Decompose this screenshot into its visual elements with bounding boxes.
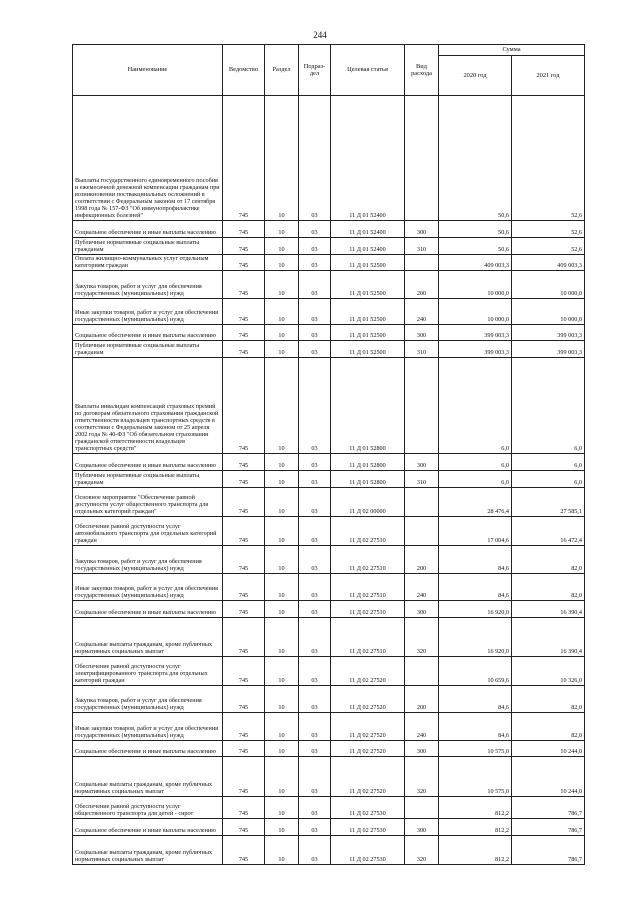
row-razdel: 10 [265,255,299,271]
row-expense-type: 200 [405,271,439,299]
row-razdel: 10 [265,517,299,546]
row-sum-2021: 786,7 [512,836,585,865]
row-sum-2021: 52,6 [512,238,585,255]
row-target-article: 11 Д 02 27530 [331,797,405,819]
row-sum-2020: 10 000,0 [439,299,512,325]
row-razdel: 10 [265,836,299,865]
header-name: Наименование [73,45,223,96]
row-name: Социальные выплаты гражданам, кроме публичных нормативных социальных выплат [73,757,223,797]
row-expense-type: 320 [405,836,439,865]
row-expense-type: 240 [405,574,439,601]
row-name: Социальное обеспечение и иные выплаты населению [73,819,223,836]
row-podrazdel: 03 [299,657,331,686]
row-podrazdel: 03 [299,797,331,819]
row-podrazdel: 03 [299,255,331,271]
row-sum-2020: 28 476,4 [439,488,512,517]
row-target-article: 11 Д 01 52500 [331,299,405,325]
row-target-article: 11 Д 01 52500 [331,271,405,299]
row-sum-2021: 6,0 [512,358,585,454]
row-razdel: 10 [265,601,299,618]
row-expense-type: 320 [405,618,439,657]
row-vedomstvo: 745 [223,221,265,238]
row-target-article: 11 Д 02 27510 [331,517,405,546]
table-row [73,618,585,657]
row-name: Социальное обеспечение и иные выплаты населению [73,601,223,618]
row-razdel: 10 [265,741,299,757]
row-podrazdel: 03 [299,341,331,358]
row-razdel: 10 [265,96,299,221]
row-vedomstvo: 745 [223,488,265,517]
row-vedomstvo: 745 [223,657,265,686]
table-row [73,488,585,517]
row-sum-2021: 16 390,4 [512,618,585,657]
row-sum-2020: 10 575,0 [439,741,512,757]
table-row [73,454,585,471]
row-expense-type: 200 [405,546,439,574]
row-sum-2021: 82,0 [512,574,585,601]
row-sum-2020: 812,2 [439,819,512,836]
row-sum-2021: 409 003,3 [512,255,585,271]
row-razdel: 10 [265,797,299,819]
table-row [73,325,585,341]
row-razdel: 10 [265,819,299,836]
table-row [73,255,585,271]
header-year-2020: 2020 год [439,56,512,96]
row-name: Обеспечение равной доступности услуг общественного транспорта для детей - сирот [73,797,223,819]
row-target-article: 11 Д 01 52400 [331,96,405,221]
row-sum-2020: 17 004,6 [439,517,512,546]
row-razdel: 10 [265,757,299,797]
row-name: Обеспечение равной доступности услуг автомобильного транспорта для отдельных категорий граждан [73,517,223,546]
row-sum-2020: 10 659,6 [439,657,512,686]
row-expense-type: 300 [405,601,439,618]
row-razdel: 10 [265,238,299,255]
table-row [73,358,585,454]
row-target-article: 11 Д 01 52800 [331,454,405,471]
row-name: Закупка товаров, работ и услуг для обеспечения государственных (муниципальных) нужд [73,271,223,299]
row-vedomstvo: 745 [223,686,265,713]
row-vedomstvo: 745 [223,358,265,454]
row-target-article: 11 Д 01 52400 [331,221,405,238]
row-sum-2021: 786,7 [512,819,585,836]
row-sum-2021: 52,6 [512,96,585,221]
row-razdel: 10 [265,325,299,341]
row-expense-type [405,517,439,546]
row-expense-type [405,797,439,819]
row-sum-2021: 16 390,4 [512,601,585,618]
budget-table [72,44,585,865]
row-sum-2020: 50,6 [439,221,512,238]
row-vedomstvo: 745 [223,299,265,325]
table-row [73,299,585,325]
table-row [73,471,585,488]
row-sum-2020: 16 920,0 [439,601,512,618]
row-sum-2021: 27 585,1 [512,488,585,517]
row-expense-type: 310 [405,471,439,488]
row-target-article: 11 Д 02 27520 [331,713,405,741]
row-target-article: 11 Д 02 27520 [331,757,405,797]
table-row [73,574,585,601]
row-sum-2020: 50,6 [439,238,512,255]
row-target-article: 11 Д 02 27520 [331,657,405,686]
row-sum-2021: 82,0 [512,686,585,713]
row-sum-2021: 10 000,0 [512,299,585,325]
row-vedomstvo: 745 [223,546,265,574]
row-podrazdel: 03 [299,299,331,325]
row-podrazdel: 03 [299,238,331,255]
row-podrazdel: 03 [299,471,331,488]
row-expense-type [405,657,439,686]
row-sum-2021: 10 000,0 [512,271,585,299]
row-target-article: 11 Д 01 52800 [331,358,405,454]
row-expense-type: 320 [405,757,439,797]
row-target-article: 11 Д 02 27510 [331,546,405,574]
row-vedomstvo: 745 [223,618,265,657]
row-vedomstvo: 745 [223,819,265,836]
table-row [73,741,585,757]
row-vedomstvo: 745 [223,325,265,341]
page-number: 244 [313,30,327,40]
row-name: Иные закупки товаров, работ и услуг для обеспечения государственных (муниципальных) нужд [73,299,223,325]
row-sum-2021: 10 326,0 [512,657,585,686]
row-vedomstvo: 745 [223,601,265,618]
table-body [73,96,585,865]
row-vedomstvo: 745 [223,471,265,488]
row-vedomstvo: 745 [223,574,265,601]
row-razdel: 10 [265,271,299,299]
table-row [73,238,585,255]
row-sum-2021: 6,0 [512,454,585,471]
row-expense-type: 300 [405,325,439,341]
row-podrazdel: 03 [299,574,331,601]
table-row [73,836,585,865]
row-podrazdel: 03 [299,757,331,797]
table-row [73,686,585,713]
table-row [73,517,585,546]
table-row [73,221,585,238]
row-name: Закупка товаров, работ и услуг для обеспечения государственных (муниципальных) нужд [73,686,223,713]
row-expense-type: 300 [405,819,439,836]
row-sum-2020: 84,6 [439,546,512,574]
row-podrazdel: 03 [299,713,331,741]
row-sum-2020: 6,0 [439,358,512,454]
row-expense-type [405,358,439,454]
table-row [73,546,585,574]
row-razdel: 10 [265,454,299,471]
row-sum-2020: 84,6 [439,574,512,601]
row-razdel: 10 [265,713,299,741]
row-vedomstvo: 745 [223,836,265,865]
row-expense-type: 200 [405,686,439,713]
header-sum: Сумма [439,45,585,56]
row-name: Социальное обеспечение и иные выплаты населению [73,325,223,341]
row-name: Иные закупки товаров, работ и услуг для обеспечения государственных (муниципальных) нужд [73,574,223,601]
row-expense-type [405,96,439,221]
table-row [73,797,585,819]
row-expense-type: 300 [405,221,439,238]
row-sum-2021: 399 003,3 [512,341,585,358]
row-sum-2020: 50,6 [439,96,512,221]
row-target-article: 11 Д 01 52400 [331,238,405,255]
row-podrazdel: 03 [299,271,331,299]
row-name: Основное мероприятие "Обеспечение равной доступности услуг общественного транспорта для отдельных категорий граждан" [73,488,223,517]
row-podrazdel: 03 [299,601,331,618]
row-name: Выплаты инвалидам компенсаций страховых премий по договорам обязательного страхования гражданской ответственности владельцев транспортных средств в соответствии с Федеральным законом от 25 апреля 2002 года № 40-ФЗ "Об обязательном страховании гражданской ответственности владельцев транспортных средств" [73,358,223,454]
row-podrazdel: 03 [299,836,331,865]
row-name: Иные закупки товаров, работ и услуг для обеспечения государственных (муниципальных) нужд [73,713,223,741]
row-razdel: 10 [265,618,299,657]
row-vedomstvo: 745 [223,797,265,819]
table-row [73,601,585,618]
row-name: Закупка товаров, работ и услуг для обеспечения государственных (муниципальных) нужд [73,546,223,574]
row-razdel: 10 [265,221,299,238]
row-vedomstvo: 745 [223,238,265,255]
row-expense-type [405,488,439,517]
row-sum-2021: 82,0 [512,546,585,574]
row-podrazdel: 03 [299,686,331,713]
row-expense-type: 310 [405,238,439,255]
row-name: Социальные выплаты гражданам, кроме публичных нормативных социальных выплат [73,618,223,657]
row-name: Социальное обеспечение и иные выплаты населению [73,454,223,471]
row-name: Публичные нормативные социальные выплаты гражданам [73,471,223,488]
row-target-article: 11 Д 01 52500 [331,325,405,341]
table-row [73,819,585,836]
row-vedomstvo: 745 [223,713,265,741]
row-vedomstvo: 745 [223,757,265,797]
row-expense-type: 240 [405,713,439,741]
row-sum-2020: 812,2 [439,797,512,819]
row-razdel: 10 [265,341,299,358]
row-sum-2021: 6,0 [512,471,585,488]
row-name: Обеспечение равной доступности услуг электрифицированного транспорта для отдельных категорий граждан [73,657,223,686]
table-row [73,271,585,299]
row-vedomstvo: 745 [223,341,265,358]
row-razdel: 10 [265,574,299,601]
row-vedomstvo: 745 [223,255,265,271]
table-row [73,341,585,358]
row-name: Социальные выплаты гражданам, кроме публичных нормативных социальных выплат [73,836,223,865]
row-podrazdel: 03 [299,454,331,471]
row-name: Публичные нормативные социальные выплаты гражданам [73,238,223,255]
row-sum-2020: 399 003,3 [439,325,512,341]
row-vedomstvo: 745 [223,517,265,546]
row-sum-2020: 409 003,3 [439,255,512,271]
row-vedomstvo: 745 [223,271,265,299]
row-podrazdel: 03 [299,96,331,221]
row-sum-2021: 82,0 [512,713,585,741]
row-razdel: 10 [265,471,299,488]
row-target-article: 11 Д 02 00000 [331,488,405,517]
row-podrazdel: 03 [299,546,331,574]
row-target-article: 11 Д 02 27510 [331,574,405,601]
row-sum-2021: 10 244,0 [512,741,585,757]
row-podrazdel: 03 [299,358,331,454]
row-expense-type: 300 [405,741,439,757]
table-row [73,96,585,221]
header-target-article: Целевая статья [331,45,405,96]
row-sum-2020: 84,6 [439,713,512,741]
row-vedomstvo: 745 [223,741,265,757]
row-target-article: 11 Д 01 52500 [331,341,405,358]
row-vedomstvo: 745 [223,454,265,471]
row-sum-2020: 6,0 [439,454,512,471]
row-target-article: 11 Д 02 27510 [331,618,405,657]
row-sum-2021: 52,6 [512,221,585,238]
row-podrazdel: 03 [299,488,331,517]
header-year-2021: 2021 год [512,56,585,96]
table-row [73,657,585,686]
row-razdel: 10 [265,488,299,517]
row-razdel: 10 [265,358,299,454]
row-expense-type: 310 [405,341,439,358]
row-podrazdel: 03 [299,819,331,836]
row-razdel: 10 [265,686,299,713]
row-sum-2021: 10 244,0 [512,757,585,797]
row-razdel: 10 [265,546,299,574]
row-name: Выплаты государственного единовременного пособия и ежемесячной денежной компенсации гражданам при возникновении поствакцинальных осложнений в соответствии с Федеральным законом от 17 сентября 1998 года № 157-ФЗ "Об иммунопрофилактике инфекционных болезней" [73,96,223,221]
header-expense-type: Вид расхода [405,45,439,96]
header-podrazdel: Подраз-дел [299,45,331,96]
row-sum-2020: 10 575,0 [439,757,512,797]
row-expense-type: 240 [405,299,439,325]
row-target-article: 11 Д 02 27530 [331,819,405,836]
row-name: Социальное обеспечение и иные выплаты населению [73,741,223,757]
row-podrazdel: 03 [299,741,331,757]
row-razdel: 10 [265,657,299,686]
row-expense-type: 300 [405,454,439,471]
table-row [73,757,585,797]
row-target-article: 11 Д 02 27530 [331,836,405,865]
header-vedomstvo: Ведомство [223,45,265,96]
row-target-article: 11 Д 01 52500 [331,255,405,271]
row-sum-2021: 786,7 [512,797,585,819]
row-name: Оплата жилищно-коммунальных услуг отдельным категориям граждан [73,255,223,271]
row-razdel: 10 [265,299,299,325]
row-sum-2020: 16 920,0 [439,618,512,657]
table-header [73,45,585,96]
row-podrazdel: 03 [299,517,331,546]
row-vedomstvo: 745 [223,96,265,221]
row-sum-2020: 6,0 [439,471,512,488]
row-sum-2020: 812,2 [439,836,512,865]
row-sum-2020: 10 000,0 [439,271,512,299]
header-razdel: Раздел [265,45,299,96]
row-podrazdel: 03 [299,618,331,657]
row-podrazdel: 03 [299,221,331,238]
row-name: Публичные нормативные социальные выплаты гражданам [73,341,223,358]
row-sum-2020: 399 003,3 [439,341,512,358]
row-target-article: 11 Д 02 27520 [331,686,405,713]
row-target-article: 11 Д 02 27520 [331,741,405,757]
row-podrazdel: 03 [299,325,331,341]
row-target-article: 11 Д 02 27510 [331,601,405,618]
row-sum-2020: 84,6 [439,686,512,713]
row-target-article: 11 Д 01 52800 [331,471,405,488]
row-expense-type [405,255,439,271]
row-name: Социальное обеспечение и иные выплаты населению [73,221,223,238]
row-sum-2021: 399 003,3 [512,325,585,341]
row-sum-2021: 16 472,4 [512,517,585,546]
table-row [73,713,585,741]
